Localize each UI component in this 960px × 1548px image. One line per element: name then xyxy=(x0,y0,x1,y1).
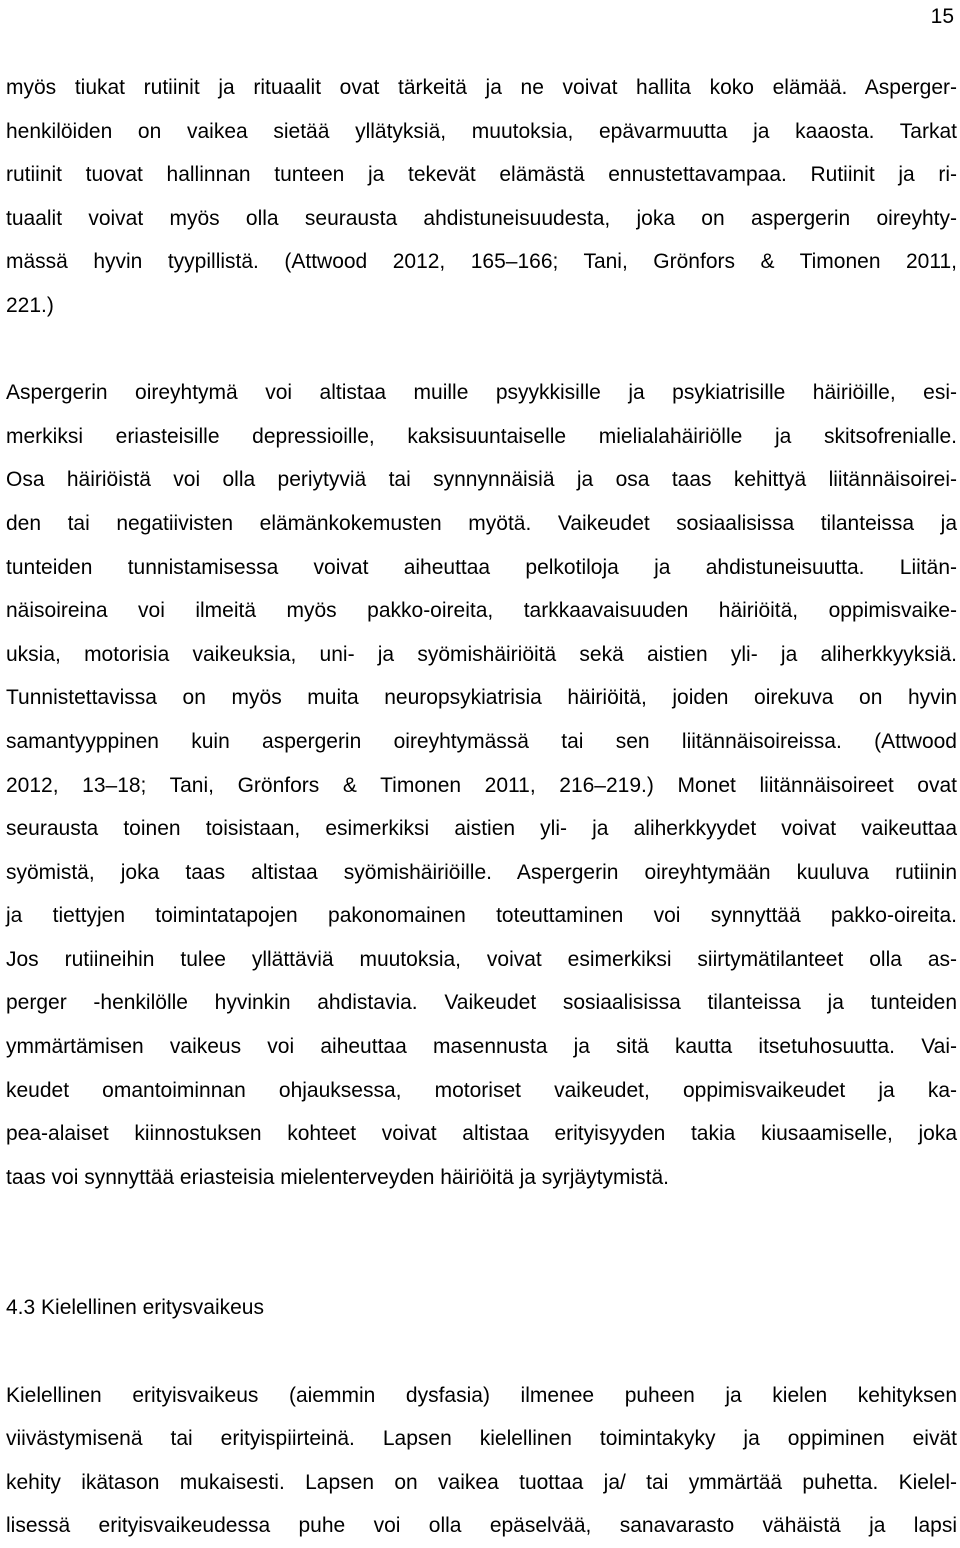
text-line: Jos rutiineihin tulee yllättäviä muutoksia, voivat esimerkiksi siirtymätilanteet olla as- xyxy=(6,947,957,971)
text-line: pea-alaiset kiinnostuksen kohteet voivat altistaa erityisyyden takia kiusaamiselle, joka xyxy=(6,1122,957,1146)
paragraph-language-disorder xyxy=(6,1374,957,1548)
text-line: tunteiden tunnistamisessa voivat aiheuttaa pelkotiloja ja ahdistuneisuutta. Liitän- xyxy=(6,555,957,579)
text-line: Aspergerin oireyhtymä voi altistaa muille psyykkisille ja psykiatrisille häiriöille, esi- xyxy=(6,381,957,405)
text-line: 221.) xyxy=(6,293,54,317)
text-line: ymmärtämisen vaikeus voi aiheuttaa masennusta ja sitä kautta itsetuhosuutta. Vai- xyxy=(6,1035,957,1059)
text-line: Kielellinen erityisvaikeus (aiemmin dysfasia) ilmenee puheen ja kielen kehityksen xyxy=(6,1383,957,1407)
text-line: näisoireina voi ilmeitä myös pakko-oireita, tarkkaavaisuuden häiriöitä, oppimisvaike- xyxy=(6,599,957,623)
document-body xyxy=(6,66,957,1548)
text-line: perger -henkilölle hyvinkin ahdistavia. Vaikeudet sosiaalisissa tilanteissa ja tunteiden xyxy=(6,991,957,1015)
text-line: viivästymisenä tai erityispiirteinä. Lapsen kielellinen toimintakyky ja oppiminen eivät xyxy=(6,1427,957,1451)
text-line: taas voi synnyttää eriasteisia mielenterveyden häiriöitä ja syrjäytymistä. xyxy=(6,1165,669,1189)
text-line: mässä hyvin tyypillistä. (Attwood 2012, 165–166; Tani, Grönfors & Timonen 2011, xyxy=(6,250,957,274)
text-line: tuaalit voivat myös olla seurausta ahdistuneisuudesta, joka on aspergerin oireyhty- xyxy=(6,206,957,230)
paragraph-spacer xyxy=(6,328,957,372)
text-line: samantyyppinen kuin aspergerin oireyhtymässä tai sen liitännäisoireissa. (Attwood xyxy=(6,729,957,753)
text-line: Osa häiriöistä voi olla periytyviä tai synnynnäisiä ja osa taas kehittyä liitännäisoirei- xyxy=(6,468,957,492)
page-number: 15 xyxy=(930,5,954,28)
section-heading-text: 4.3 Kielellinen eritysvaikeus xyxy=(6,1296,264,1320)
section-spacer xyxy=(6,1199,957,1286)
text-line: merkiksi eriasteisille depressioille, kaksisuuntaiselle mielialahäiriölle ja skitsofrenialle. xyxy=(6,424,957,448)
text-line: rutiinit tuovat hallinnan tunteen ja tekevät elämästä ennustettavampaa. Rutiinit ja ri- xyxy=(6,163,957,187)
text-line: 2012, 13–18; Tani, Grönfors & Timonen 2011, 216–219.) Monet liitännäisoireet ovat xyxy=(6,773,957,797)
text-line: uksia, motorisia vaikeuksia, uni- ja syömishäiriöitä sekä aistien yli- ja aliherkkyyksiä. xyxy=(6,642,957,666)
paragraph-comorbidities xyxy=(6,371,957,1199)
section-heading xyxy=(6,1286,957,1330)
text-line: seurausta toinen toisistaan, esimerkiksi aistien yli- ja aliherkkyydet voivat vaikeuttaa xyxy=(6,817,957,841)
text-line: myös tiukat rutiinit ja rituaalit ovat tärkeitä ja ne voivat hallita koko elämää. Asperger- xyxy=(6,76,957,99)
text-line: henkilöiden on vaikea sietää yllätyksiä, muutoksia, epävarmuutta ja kaaosta. Tarkat xyxy=(6,119,957,143)
paragraph-spacer xyxy=(6,1330,957,1374)
text-line: lisessä erityisvaikeudessa puhe voi olla epäselvää, sanavarasto vähäistä ja lapsi xyxy=(6,1514,957,1538)
paragraph-rituals xyxy=(6,66,957,328)
text-line: ja tiettyjen toimintatapojen pakonomainen toteuttaminen voi synnyttää pakko-oireita. xyxy=(6,904,957,928)
text-line: syömistä, joka taas altistaa syömishäiriöille. Aspergerin oireyhtymään kuuluva rutiinin xyxy=(6,860,957,884)
text-line: den tai negatiivisten elämänkokemusten myötä. Vaikeudet sosiaalisissa tilanteissa ja xyxy=(6,511,957,535)
text-line: Tunnistettavissa on myös muita neuropsykiatrisia häiriöitä, joiden oirekuva on hyvin xyxy=(6,686,957,710)
text-line: keudet omantoiminnan ohjauksessa, motoriset vaikeudet, oppimisvaikeudet ja ka- xyxy=(6,1078,957,1102)
text-line: kehity ikätason mukaisesti. Lapsen on vaikea tuottaa ja/ tai ymmärtää puhetta. Kielel- xyxy=(6,1470,957,1494)
